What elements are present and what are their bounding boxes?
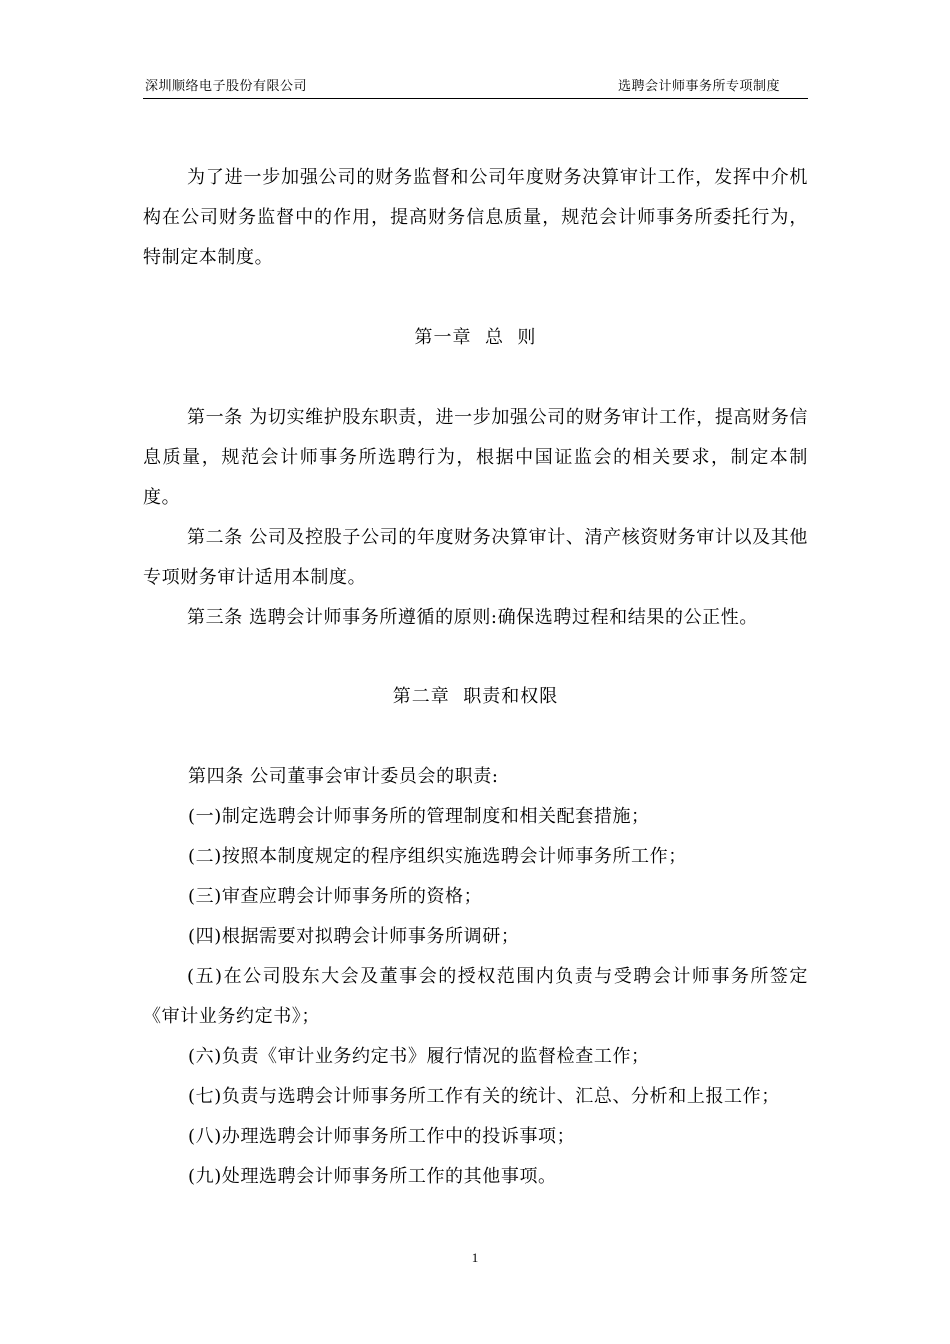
list-item: (三)审查应聘会计师事务所的资格； [188, 886, 483, 907]
list-item: (二)按照本制度规定的程序组织实施选聘会计师事务所工作； [188, 846, 687, 867]
list-item: (九)处理选聘会计师事务所工作的其他事项。 [188, 1166, 557, 1187]
article-1: 第一条 为切实维护股东职责，进一步加强公司的财务审计工作，提高财务信息质量，规范会计师事务所选聘行为，根据中国证监会的相关要求，制定本制度。 [143, 407, 808, 508]
list-item: (六)负责《审计业务约定书》履行情况的监督检查工作； [188, 1046, 650, 1067]
header-document-title: 选聘会计师事务所专项制度 [618, 79, 781, 94]
header-rule [143, 98, 808, 99]
list-item: (五)在公司股东大会及董事会的授权范围内负责与受聘会计师事务所签定《审计业务约定书》； [143, 966, 808, 1027]
article-3: 第三条 选聘会计师事务所遵循的原则:确保选聘过程和结果的公正性。 [187, 607, 758, 628]
list-item: (四)根据需要对拟聘会计师事务所调研； [188, 926, 520, 947]
list-item: (七)负责与选聘会计师事务所工作有关的统计、汇总、分析和上报工作； [188, 1086, 780, 1107]
list-item: (八)办理选聘会计师事务所工作中的投诉事项； [188, 1126, 576, 1147]
page-header [0, 0, 950, 100]
list-item: (一)制定选聘会计师事务所的管理制度和相关配套措施； [188, 806, 650, 827]
chapter-2-title: 第二章 职责和权限 [392, 686, 559, 707]
article-2: 第二条 公司及控股子公司的年度财务决算审计、清产核资财务审计以及其他专项财务审计适用本制度。 [143, 527, 808, 588]
article-4: 第四条 公司董事会审计委员会的职责: [188, 766, 499, 787]
chapter-1-title: 第一章 总 则 [414, 327, 537, 348]
preamble-paragraph: 为了进一步加强公司的财务监督和公司年度财务决算审计工作，发挥中介机构在公司财务监督中的作用，提高财务信息质量，规范会计师事务所委托行为，特制定本制度。 [143, 167, 808, 268]
header-company-name: 深圳顺络电子股份有限公司 [145, 79, 308, 94]
page-number: 1 [471, 1250, 479, 1265]
